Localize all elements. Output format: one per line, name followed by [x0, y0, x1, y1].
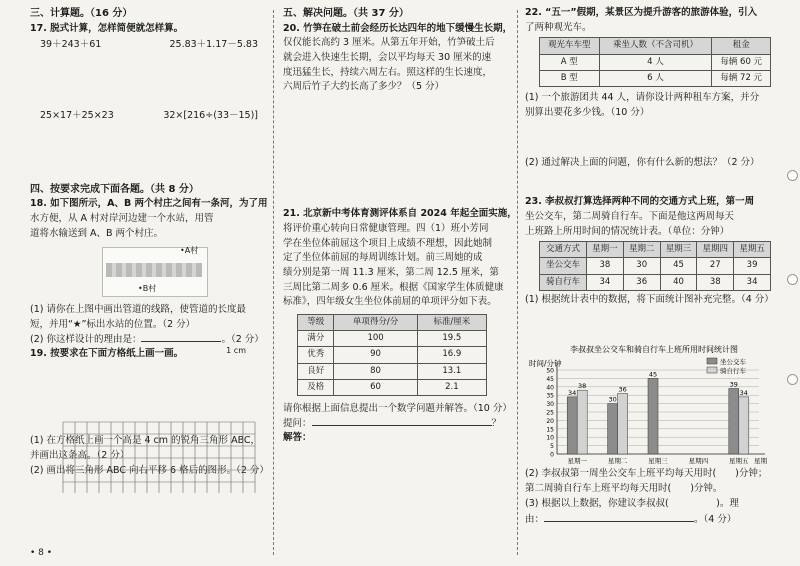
question-text: (1) 请你在上图中画出管道的线路，使管道的长度最 — [30, 304, 246, 316]
table-cell: 90 — [334, 347, 417, 363]
question-text: (1) 一个旅游团共 44 人，请你设计两种租车方案，并分 — [525, 91, 760, 103]
question-text: 坐公交车，第二周骑自行车。下面是他这两周每天 — [525, 210, 735, 222]
question-text: (1) 根据统计表中的数据，将下面统计图补充完整。（4 分） — [525, 293, 774, 305]
question-text: 。（4 分） — [694, 513, 737, 525]
bar-bus — [648, 378, 658, 454]
table-header: 单项得分/分 — [334, 315, 417, 331]
question-text: 并画出这条高。（2 分） — [30, 449, 130, 461]
question-20: 20. 竹笋在破土前会经历长达四年的地下缓慢生长期， — [283, 22, 513, 34]
y-tick-label: 0 — [550, 451, 554, 459]
scale-label: 1 cm — [226, 346, 246, 356]
x-tick-label: 星期一 — [567, 457, 587, 465]
table-cell: 优秀 — [298, 347, 334, 363]
table-cell: 良好 — [298, 363, 334, 379]
table-cell: 34 — [587, 274, 624, 290]
table-row — [298, 347, 487, 363]
ask-label: 提问： — [283, 417, 312, 429]
question-text: 别算出要花多少钱。（10 分） — [525, 106, 650, 118]
question-text: (2) 你这样设计的理由是： — [30, 333, 142, 345]
table-cell: 38 — [697, 274, 734, 290]
table-cell: 每辆 72 元 — [712, 70, 771, 86]
x-tick-label: 星期四 — [688, 457, 709, 465]
binding-hole — [787, 374, 798, 385]
table-cell: 19.5 — [417, 331, 486, 347]
question-text: 第二周骑自行车上班平均每天用时( )分钟。 — [525, 483, 723, 495]
table-header: 等级 — [298, 315, 334, 331]
ask-input[interactable] — [312, 425, 492, 426]
table-row — [540, 274, 771, 290]
section-title: 五、解决问题。（共 37 分） — [283, 8, 409, 19]
question-23-subparts — [525, 466, 781, 527]
expression: 25×17＋25×23 — [40, 109, 114, 121]
table-cell: 4 人 — [599, 54, 712, 70]
table-cell: 骑自行车 — [540, 274, 587, 290]
question-text: 请你根据上面信息提出一个数学问题并解答。（10 分） — [283, 402, 512, 414]
table-row — [298, 379, 487, 395]
question-text: 短，并用“★”标出水站的位置。（2 分） — [30, 319, 196, 331]
table-header: 交通方式 — [540, 242, 587, 258]
legend-label: 坐公交车 — [720, 358, 746, 366]
bar-value-label: 39 — [729, 380, 738, 389]
column-divider — [517, 10, 518, 555]
column-divider — [273, 10, 274, 555]
chart-title: 李叔叔坐公交车和骑自行车上班所用时间统计图 — [570, 345, 738, 354]
x-axis-label: 星期 — [754, 457, 767, 465]
reason-label: 由： — [525, 513, 545, 525]
legend-swatch — [707, 367, 717, 373]
bar-bus — [729, 388, 739, 454]
column-middle — [283, 6, 517, 446]
bar-chart — [527, 342, 781, 466]
binding-hole — [787, 170, 798, 181]
table-cell: 2.1 — [417, 379, 486, 395]
score-table — [297, 314, 487, 396]
river-map — [30, 243, 268, 299]
y-tick-label: 5 — [550, 443, 554, 451]
table-cell: 每辆 60 元 — [712, 54, 771, 70]
question-text: (3) 根据以上数据，你建议李叔叔( )。理 — [525, 498, 739, 510]
table-header: 乘坐人数（不含司机） — [599, 38, 712, 54]
column-left — [30, 6, 268, 478]
x-tick-label: 星期五 — [729, 457, 749, 465]
question-text: 学在坐位体前屈这个项目上成绩不理想，因此她制 — [283, 237, 493, 249]
x-tick-label: 星期三 — [648, 457, 668, 465]
expression: 32×[216÷(33－15)] — [163, 109, 258, 121]
question-19-text: 19. 按要求在下面方格纸上画一画。 — [30, 348, 184, 360]
table-cell: 38 — [587, 258, 624, 274]
y-axis-label: 时间/分钟 — [529, 359, 562, 368]
table-cell: 满分 — [298, 331, 334, 347]
question-text: 了两种观光车。 — [525, 21, 592, 33]
question-text: 度迅猛生长，持续六周左右。照这样的生长速度， — [283, 66, 493, 78]
question-text: 将评价重心转向日常健康管理。四（1）班小芳同 — [283, 222, 489, 234]
table-cell: 34 — [734, 274, 771, 290]
expression: 25.83＋1.17－5.83 — [169, 39, 258, 51]
y-tick-label: 50 — [546, 367, 554, 375]
table-row — [540, 70, 771, 86]
table-header: 星期五 — [734, 242, 771, 258]
table-header: 星期二 — [623, 242, 660, 258]
y-tick-label: 40 — [546, 384, 554, 392]
column-right — [525, 6, 781, 308]
question-text: 上班路上所用时间的情况统计表。（单位：分钟） — [525, 225, 730, 237]
table-cell: 16.9 — [417, 347, 486, 363]
y-tick-label: 45 — [546, 375, 554, 383]
question-text: 定了坐位体前屈的每周训练计划。前三周她的成 — [283, 252, 483, 264]
bar-value-label: 34 — [568, 388, 577, 397]
village-a-label: •A村 — [180, 246, 199, 256]
table-row — [298, 331, 487, 347]
question-text: (2) 通过解决上面的问题，你有什么新的想法？（2 分） — [525, 157, 760, 169]
section-title: 三、计算题。（16 分） — [30, 8, 133, 19]
question-text: 仅仅能长高约 3 厘米。从第五年开始，竹笋破土后 — [283, 37, 495, 49]
table-cell: A 型 — [540, 54, 600, 70]
table-cell: 27 — [697, 258, 734, 274]
question-text: 三周比第二周多 0.6 厘米。根据《国家学生体质健康 — [283, 281, 504, 293]
question-text: 绩分别是第一周 11.3 厘米，第二周 12.5 厘米，第 — [283, 266, 499, 278]
bar-bike — [577, 390, 587, 454]
table-row — [540, 54, 771, 70]
car-table — [539, 37, 771, 87]
question-text: 水方便，从 A 村对岸河边建一个水站，用管 — [30, 212, 214, 224]
question-text: 就会进入快速生长期，会以平均每天 30 厘米的速 — [283, 51, 492, 63]
question-text: (1) 在方格纸上画一个高是 4 cm 的锐角三角形 ABC， — [30, 435, 261, 447]
answer-label: 解答： — [283, 432, 312, 444]
question-21: 21. 北京新中考体育测评体系自 2024 年起全面实施， — [283, 208, 517, 220]
table-header: 租金 — [712, 38, 771, 54]
table-cell: 13.1 — [417, 363, 486, 379]
page-number: • 8 • — [30, 548, 53, 558]
bar-value-label: 38 — [578, 382, 587, 391]
table-cell: 30 — [623, 258, 660, 274]
table-header: 观光车车型 — [540, 38, 600, 54]
table-cell: 36 — [623, 274, 660, 290]
question-text: 道将水输送到 A、B 两个村庄。 — [30, 227, 164, 239]
table-header: 标准/厘米 — [417, 315, 486, 331]
expression: 39＋243＋61 — [40, 39, 102, 51]
x-tick-label: 星期二 — [607, 457, 628, 465]
table-cell: 100 — [334, 331, 417, 347]
bar-bike — [618, 394, 628, 454]
y-tick-label: 30 — [546, 401, 554, 409]
grid-paper[interactable] — [62, 421, 258, 493]
legend-swatch — [707, 358, 717, 364]
question-23: 23. 李叔叔打算选择两种不同的交通方式上班，第一周 — [525, 196, 755, 208]
bar-value-label: 36 — [618, 385, 627, 394]
table-cell: B 型 — [540, 70, 600, 86]
question-mark: ？ — [491, 417, 502, 429]
bar-bike — [739, 397, 749, 454]
question-18: 18. 如下图所示，A、B 两个村庄之间有一条河，为了用 — [30, 198, 268, 210]
table-header: 星期三 — [660, 242, 697, 258]
y-tick-label: 35 — [546, 392, 554, 400]
bar-bus — [567, 397, 577, 454]
bar-value-label: 45 — [648, 370, 658, 379]
question-text: 。（2 分） — [221, 333, 264, 345]
village-b-label: •B村 — [138, 284, 157, 294]
table-cell: 坐公交车 — [540, 258, 587, 274]
table-row — [540, 258, 771, 274]
table-row — [298, 363, 487, 379]
bar-value-label: 34 — [739, 388, 748, 397]
y-tick-label: 20 — [546, 417, 554, 425]
table-cell: 39 — [734, 258, 771, 274]
question-text: 六周后竹子大约长高了多少？（5 分） — [283, 81, 445, 93]
y-tick-label: 10 — [546, 434, 554, 442]
question-22: 22. “五一”假期，某景区为提升游客的旅游体验，引入 — [525, 7, 758, 18]
answer-blank[interactable] — [141, 341, 221, 342]
bar-value-label: 30 — [608, 395, 617, 404]
y-tick-label: 15 — [546, 426, 554, 434]
table-cell: 及格 — [298, 379, 334, 395]
question-17: 17. 脱式计算，怎样简便就怎样算。 — [30, 22, 184, 34]
legend-label: 骑自行车 — [720, 367, 746, 375]
river — [106, 263, 202, 277]
table-header: 星期一 — [587, 242, 624, 258]
question-text: (2) 画出将三角形 ABC 向右平移 6 格后的图形。（2 分） — [30, 464, 269, 476]
y-tick-label: 25 — [546, 409, 554, 417]
bar-bus — [608, 404, 618, 454]
section-title: 四、按要求完成下面各题。（共 8 分） — [30, 183, 199, 195]
question-text: 标准》，四年级女生坐位体前屈的单项评分如下表。 — [283, 296, 497, 308]
table-cell: 60 — [334, 379, 417, 395]
question-19 — [30, 347, 268, 362]
table-cell: 80 — [334, 363, 417, 379]
table-header: 星期四 — [697, 242, 734, 258]
binding-hole — [787, 274, 798, 285]
table-cell: 45 — [660, 258, 697, 274]
reason-input[interactable] — [544, 521, 694, 522]
question-text: (2) 李叔叔第一周坐公交车上班平均每天用时( )分钟； — [525, 468, 768, 479]
table-cell: 6 人 — [599, 70, 712, 86]
time-table — [539, 241, 771, 291]
table-cell: 40 — [660, 274, 697, 290]
